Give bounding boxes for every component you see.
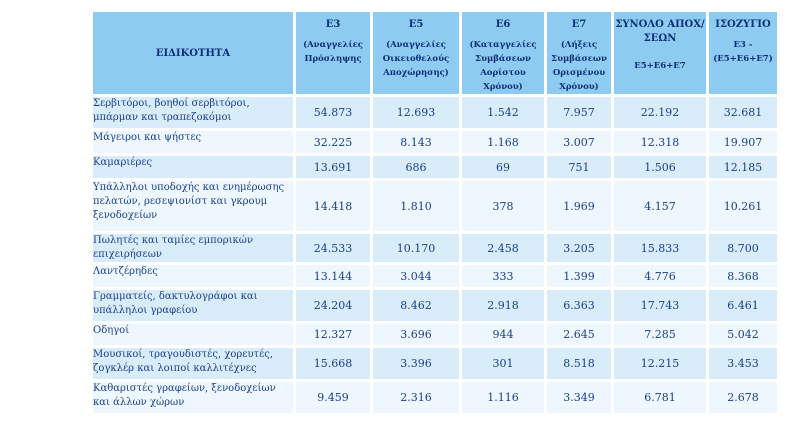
employment-flows-table (90, 9, 780, 416)
header-total-desc: Ε5+Ε6+Ε7 (634, 61, 686, 71)
header-e3-code: Ε3 (325, 19, 341, 30)
cell-e6: 2.918 (462, 290, 544, 321)
cell-e6: 944 (462, 324, 544, 345)
cell-balance: 6.461 (709, 290, 777, 321)
header-total-code: ΣΥΝΟΛΟ ΑΠΟΧ/ΣΕΩΝ (615, 19, 705, 44)
cell-e5: 3.396 (373, 348, 459, 379)
cell-e5: 2.316 (373, 382, 459, 413)
cell-e3: 32.225 (296, 131, 370, 153)
cell-e5: 3.696 (373, 324, 459, 345)
table-row (93, 382, 777, 413)
row-label: Υπάλληλοι υποδοχής και ενημέρωσης πελατών, ρεσεψιονίστ και γκρουμ ξενοδοχείων (93, 181, 293, 231)
cell-e3: 9.459 (296, 382, 370, 413)
cell-total: 22.192 (614, 97, 706, 128)
cell-total: 6.781 (614, 382, 706, 413)
header-balance-code: ΙΣΟΖΥΓΙΟ (715, 19, 771, 30)
cell-balance: 5.042 (709, 324, 777, 345)
cell-e5: 8.462 (373, 290, 459, 321)
cell-e5: 12.693 (373, 97, 459, 128)
cell-balance: 12.185 (709, 156, 777, 178)
header-e7-code: Ε7 (571, 19, 587, 30)
cell-e7: 3.349 (547, 382, 611, 413)
table-row (93, 97, 777, 128)
cell-e3: 13.144 (296, 265, 370, 287)
cell-balance: 19.907 (709, 131, 777, 153)
table-row (93, 234, 777, 262)
cell-e5: 8.143 (373, 131, 459, 153)
row-label: Μουσικοί, τραγουδιστές, χορευτές, ζογκλέρ και λοιποί καλλιτέχνες (93, 348, 293, 379)
cell-total: 1.506 (614, 156, 706, 178)
cell-total: 4.776 (614, 265, 706, 287)
cell-e6: 1.168 (462, 131, 544, 153)
row-label: Γραμματείς, δακτυλογράφοι και υπάλληλοι γραφείου (93, 290, 293, 321)
table-row (93, 290, 777, 321)
cell-e6: 301 (462, 348, 544, 379)
cell-balance: 8.700 (709, 234, 777, 262)
cell-total: 4.157 (614, 181, 706, 231)
header-e6-code: Ε6 (495, 19, 511, 30)
cell-e5: 3.044 (373, 265, 459, 287)
cell-e7: 7.957 (547, 97, 611, 128)
cell-total: 12.215 (614, 348, 706, 379)
cell-total: 15.833 (614, 234, 706, 262)
row-label: Μάγειροι και ψήστες (93, 131, 293, 153)
header-row (93, 12, 777, 94)
cell-e6: 378 (462, 181, 544, 231)
header-e6 (462, 12, 544, 94)
cell-e7: 6.363 (547, 290, 611, 321)
cell-e7: 2.645 (547, 324, 611, 345)
cell-e3: 12.327 (296, 324, 370, 345)
header-e5-code: Ε5 (408, 19, 424, 30)
cell-e7: 8.518 (547, 348, 611, 379)
cell-e6: 2.458 (462, 234, 544, 262)
table-row (93, 324, 777, 345)
cell-balance: 32.681 (709, 97, 777, 128)
cell-total: 17.743 (614, 290, 706, 321)
header-e6-desc: (Καταγγελίες Συμβάσεων Αορίστου Χρόνου) (469, 40, 537, 92)
cell-e3: 24.204 (296, 290, 370, 321)
header-e3-desc: (Αναγγελίες Πρόσληψης (303, 40, 363, 64)
header-specialty (93, 12, 293, 94)
header-e7-desc: (Λήξεις Συμβάσεων Ορισμένου Χρόνου) (551, 40, 607, 92)
header-e5 (373, 12, 459, 94)
cell-e6: 333 (462, 265, 544, 287)
cell-balance: 8.368 (709, 265, 777, 287)
row-label: Καθαριστές γραφείων, ξενοδοχείων και άλλων χώρων (93, 382, 293, 413)
cell-balance: 3.453 (709, 348, 777, 379)
cell-e7: 1.399 (547, 265, 611, 287)
cell-e7: 1.969 (547, 181, 611, 231)
header-balance (709, 12, 777, 94)
cell-e3: 24.533 (296, 234, 370, 262)
cell-e3: 15.668 (296, 348, 370, 379)
cell-e5: 686 (373, 156, 459, 178)
table-row (93, 181, 777, 231)
cell-e7: 3.205 (547, 234, 611, 262)
cell-e7: 751 (547, 156, 611, 178)
cell-e6: 1.116 (462, 382, 544, 413)
table-row (93, 131, 777, 153)
table-row (93, 265, 777, 287)
header-e3 (296, 12, 370, 94)
header-specialty-label: ΕΙΔΙΚΟΤΗΤΑ (155, 47, 231, 59)
row-label: Καμαριέρες (93, 156, 293, 178)
cell-e3: 13.691 (296, 156, 370, 178)
row-label: Οδηγοί (93, 324, 293, 345)
table-row (93, 348, 777, 379)
cell-total: 7.285 (614, 324, 706, 345)
cell-e5: 10.170 (373, 234, 459, 262)
cell-e5: 1.810 (373, 181, 459, 231)
header-balance-desc: Ε3 - (Ε5+Ε6+Ε7) (713, 40, 773, 64)
cell-e6: 1.542 (462, 97, 544, 128)
header-e5-desc: (Αναγγελίες Οικειοθελούς Αποχώρησης) (382, 40, 450, 78)
cell-e3: 14.418 (296, 181, 370, 231)
row-label: Πωλητές και ταμίες εμπορικών επιχειρήσεων (93, 234, 293, 262)
header-total (614, 12, 706, 94)
header-e7 (547, 12, 611, 94)
cell-balance: 2.678 (709, 382, 777, 413)
row-label: Λαντζέρηδες (93, 265, 293, 287)
cell-e3: 54.873 (296, 97, 370, 128)
cell-e6: 69 (462, 156, 544, 178)
cell-total: 12.318 (614, 131, 706, 153)
cell-e7: 3.007 (547, 131, 611, 153)
cell-balance: 10.261 (709, 181, 777, 231)
table-row (93, 156, 777, 178)
row-label: Σερβιτόροι, βοηθοί σερβιτόροι, μπάρμαν και τραπεζοκόμοι (93, 97, 293, 128)
